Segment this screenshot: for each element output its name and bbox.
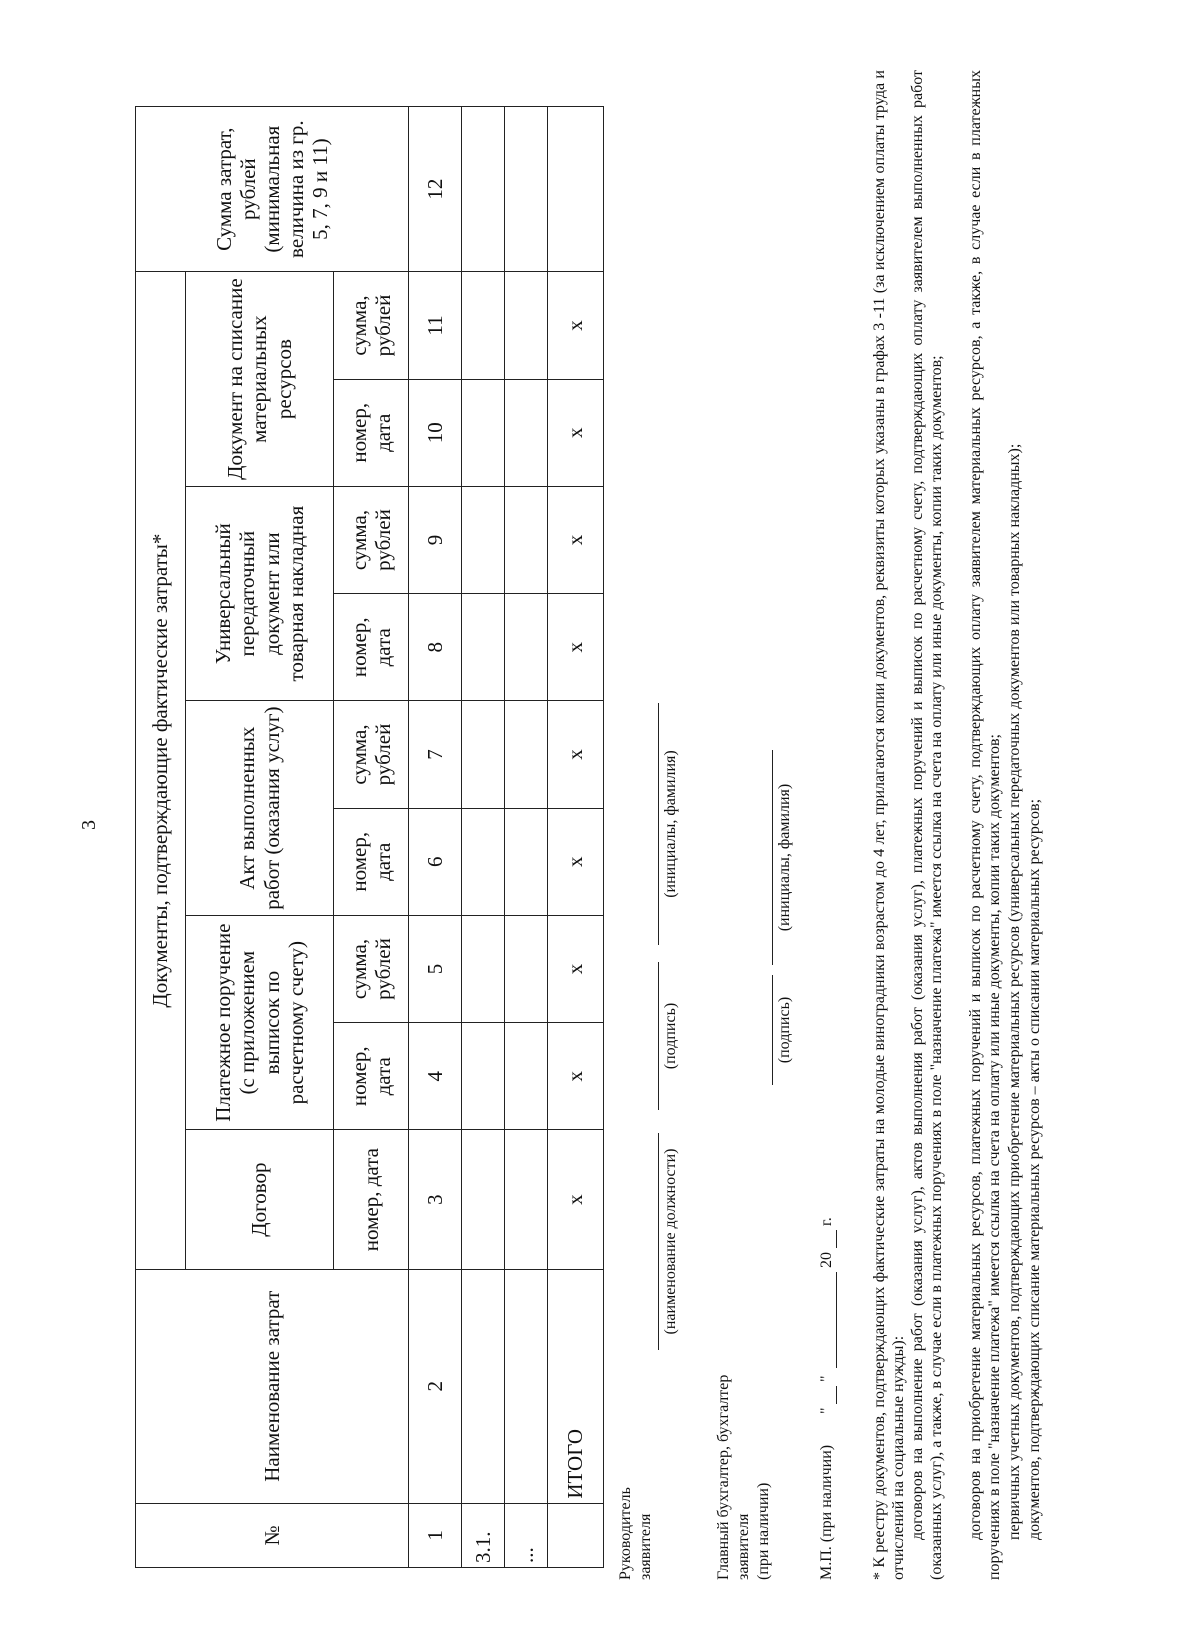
table-row [462,107,505,1568]
total-cell: x [548,486,604,593]
table-cell [505,594,548,701]
total-cell: x [548,1130,604,1269]
header-documents-group: Документы, подтверждающие фактические затраты* [136,272,186,1270]
total-label: ИТОГО [548,1269,604,1503]
sub-contract-number-date: номер, дата [334,1130,409,1269]
table-cell [505,107,548,272]
initials-line [658,703,659,945]
table-cell [505,808,548,915]
table-cell [462,486,505,593]
cost-register-table [135,106,604,1568]
date-quote-close: " [818,1375,835,1382]
position-line [658,1133,659,1350]
header-act: Акт выполненных работ (оказания услуг) [186,701,334,916]
column-number: 12 [409,107,462,272]
stamp-label: М.П. (при наличии) [818,1444,835,1580]
table-cell [505,915,548,1022]
column-number: 7 [409,701,462,808]
column-number: 6 [409,808,462,915]
table-cell [505,379,548,486]
column-number: 11 [409,272,462,379]
total-cell [548,1503,604,1567]
accountant-initials-caption: (инициалы, фамилия) [776,783,793,932]
initials-caption: (инициалы, фамилия) [662,750,679,898]
sub-number-date: номер, дата [334,594,409,701]
sub-number-date: номер, дата [334,1023,409,1130]
date-year-suffix: г. [818,1217,835,1226]
total-cell: x [548,915,604,1022]
table-cell [462,1130,505,1269]
footnote-item: документов, подтверждающих списание материальных ресурсов – акты о списании материальных ресурсов; [1026,798,1043,1540]
table-cell [505,1023,548,1130]
table-cell [505,486,548,593]
header-total-sum: Сумма затрат, рублей (минимальная величина из гр. 5, 7, 9 и 11) [136,107,409,272]
total-cell: x [548,701,604,808]
table-cell [462,594,505,701]
table-cell: 3.1. [462,1503,505,1567]
total-cell: x [548,272,604,379]
header-cost-name: Наименование затрат [136,1269,409,1503]
column-number: 8 [409,594,462,701]
header-upd: Универсальный передаточный документ или товарная накладная [186,486,334,701]
sub-sum: сумма, рублей [334,701,409,808]
total-cell: x [548,808,604,915]
date-month-line [836,1272,837,1368]
column-number: 2 [409,1269,462,1503]
head-label: заявителя [637,1513,654,1580]
column-number: 1 [409,1503,462,1567]
footnote-item: договоров на приобретение материальных ресурсов, платежных поручений и выписок по расчетному счету, подтверждающих оплату заявителем материальных ресурсов, а также, в случае если в платежных поручениях в поле "назначение платежа" имеется ссылка на счета на оплату или иные документы, копии таких документов; [967,70,1004,1580]
signature-line [658,962,659,1110]
accountant-signature-line [772,975,773,1085]
date-quote-open: " [818,1407,835,1414]
signature-caption: (подпись) [662,1002,679,1070]
sub-sum: сумма, рублей [334,915,409,1022]
date-day-line [836,1386,837,1404]
date-year-prefix: 20 [818,1252,835,1268]
accountant-label: Главный бухгалтер, бухгалтер [715,1374,732,1580]
table-cell [505,272,548,379]
accountant-initials-line [772,750,773,965]
table-cell [462,1269,505,1503]
table-cell [505,1130,548,1269]
total-cell: x [548,594,604,701]
footnote-item: договоров на выполнение работ (оказания услуг), актов выполнения работ (оказания услуг), платежных поручений и выписок по расчетному счету, подтверждающих оплату заявителем выполненных работ (оказанных услуг), а также, в случае если в платежных поручениях в поле "назначение платежа" имеется ссылка на счета на оплату или иные документы, копии таких документов; [909,70,946,1580]
column-number: 3 [409,1130,462,1269]
accountant-signature-caption: (подпись) [776,996,793,1064]
head-label: Руководитель [617,1487,634,1580]
column-number: 9 [409,486,462,593]
column-numbers-row [409,107,462,1568]
sub-sum: сумма, рублей [334,272,409,379]
column-number: 4 [409,1023,462,1130]
column-number: 10 [409,379,462,486]
page-number: 3 [78,820,100,830]
table-cell [462,107,505,272]
table-cell [462,701,505,808]
table-cell [462,1023,505,1130]
total-cell [548,107,604,272]
table-row [505,107,548,1568]
column-number: 5 [409,915,462,1022]
table-cell [462,808,505,915]
footnote-intro: * К реестру документов, подтверждающих фактические затраты на молодые виноградники возрастом до 4 лет, прилагаются копии документов, реквизиты которых указаны в графах 3 -11 (за исключением оплаты труда и отчислений на социальные нужды): [871,70,908,1580]
sub-sum: сумма, рублей [334,486,409,593]
header-contract: Договор [186,1130,334,1269]
accountant-label: (при наличии) [755,1482,772,1580]
position-caption: (наименование должности) [662,1148,679,1335]
total-cell: x [548,379,604,486]
table-cell [505,1269,548,1503]
header-no: № [136,1503,409,1567]
total-cell: x [548,1023,604,1130]
table-cell [505,701,548,808]
accountant-label: заявителя [735,1513,752,1580]
table-cell [462,915,505,1022]
header-payment-order: Платежное поручение (с приложением выписок по расчетному счету) [186,915,334,1130]
date-year-line [836,1230,837,1248]
table-cell [462,272,505,379]
sub-number-date: номер, дата [334,379,409,486]
footnote-item: первичных учетных документов, подтверждающих приобретение материальных ресурсов (универсальных передаточных документов или товарных накладных); [1006,443,1023,1540]
sub-number-date: номер, дата [334,808,409,915]
table-cell [462,379,505,486]
total-row [548,107,604,1568]
table-cell: ... [505,1503,548,1567]
header-writeoff: Документ на списание материальных ресурсов [186,272,334,487]
